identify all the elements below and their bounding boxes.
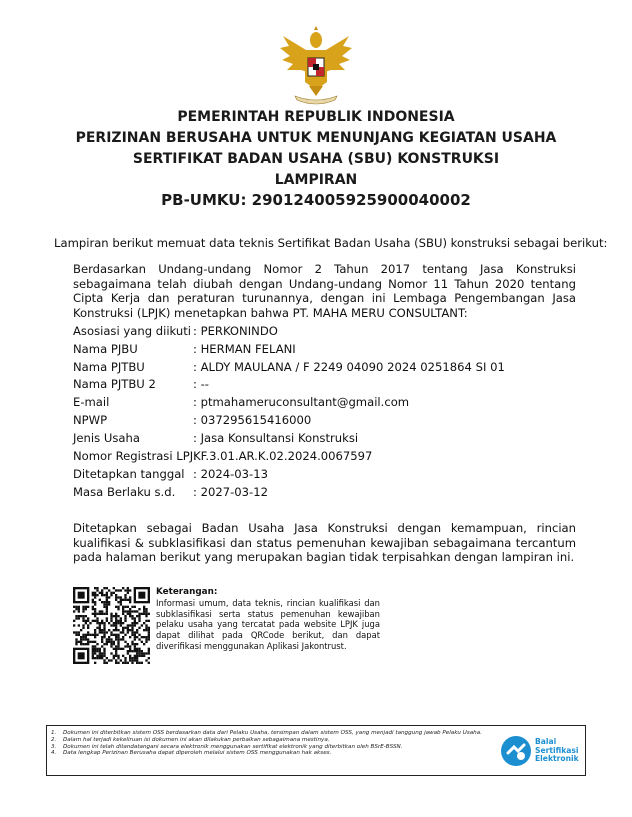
legal-basis-paragraph: Berdasarkan Undang-undang Nomor 2 Tahun 2017 tentang Jasa Konstruksi sebagaimana telah diubah dengan Undang-undang Nomor 11 Tahun 2020 tentang Cipta Kerja dan peraturan turunannya, dengan ini Lembaga Pengembangan Jasa Konstruksi (LPJK) menetapkan bahwa PT. MAHA MERU CONSULTANT: <box>73 262 576 320</box>
footer-note-text: Dokumen ini telah ditandatangani secara elektronik menggunakan sertifikat elektronik yang diterbitkan oleh BSrE-BSSN. <box>63 743 403 750</box>
bsre-line-2: Sertifikasi <box>535 745 579 755</box>
field-row <box>73 429 505 447</box>
footer-note-number: 4. <box>51 750 57 757</box>
footer-note-number: 1. <box>51 730 57 736</box>
footer-note-number: 2. <box>51 736 57 743</box>
header-line-1: PEMERINTAH REPUBLIK INDONESIA <box>177 109 455 125</box>
field-label: Ditetapkan tanggal <box>73 466 185 481</box>
field-value: : 2027-03-12 <box>193 484 268 499</box>
bsre-line-1: Balai <box>535 737 557 746</box>
field-label: NPWP <box>73 413 108 428</box>
footer-note-text: Dalam hal terjadi kekeliruan isi dokumen ini akan dilakukan perbaikan sebagaimana mestinya. <box>63 736 330 743</box>
field-value: : PERKONINDO <box>193 323 278 338</box>
field-value: : ptmahameruconsultant@gmail.com <box>193 395 410 410</box>
footer-note-number: 3. <box>51 743 57 750</box>
footer-note <box>51 744 491 751</box>
footer-note <box>51 750 491 757</box>
note-body: Informasi umum, data teknis, rincian kualifikasi dan subklasifikasi serta status pemenuhan kewajiban pelaku usaha yang tercatat pada website LPJK juga dapat dilihat pada QRCode berikut, dan dapat diverifikasi menggunakan Aplikasi Jakontrust. <box>156 597 380 651</box>
field-row <box>73 340 505 358</box>
bsre-logo <box>500 734 584 770</box>
field-value: : F.3.01.AR.K.02.2024.0067597 <box>193 448 373 463</box>
field-label: Jenis Usaha <box>73 430 140 445</box>
field-label: Nomor Registrasi LPJK <box>73 448 201 463</box>
intro-text: Lampiran berikut memuat data teknis Sertifikat Badan Usaha (SBU) konstruksi sebagai berikut: <box>54 236 608 250</box>
field-label: E-mail <box>73 395 110 410</box>
footer-note-text: Data lengkap Perizinan Berusaha dapat diperoleh melalui sistem OSS menggunakan hak akses. <box>63 750 332 757</box>
field-row <box>73 465 505 483</box>
field-label: Asosiasi yang diikuti <box>73 323 192 338</box>
field-row <box>73 322 505 340</box>
bsre-icon <box>500 735 532 767</box>
bsre-text <box>535 738 579 764</box>
footer-note <box>51 730 491 737</box>
footer-note-text: Dokumen ini diterbitkan sistem OSS berdasarkan data dari Pelaku Usaha, tersimpan dalam sistem OSS, yang menjadi tanggung jawab Pelaku Usaha. <box>63 730 482 736</box>
header-line-4: LAMPIRAN <box>274 172 358 188</box>
field-row <box>73 358 505 376</box>
qr-code-icon[interactable] <box>73 587 150 664</box>
field-label: Nama PJTBU 2 <box>73 377 156 392</box>
field-label: Nama PJTBU <box>73 359 145 374</box>
field-row <box>73 411 505 429</box>
field-value: : -- <box>193 377 209 392</box>
header-line-2: PERIZINAN BERUSAHA UNTUK MENUNJANG KEGIATAN USAHA <box>75 130 557 146</box>
field-value: : HERMAN FELANI <box>193 341 296 356</box>
field-row <box>73 447 505 465</box>
field-value: : ALDY MAULANA / F 2249 04090 2024 0251864 SI 01 <box>193 359 505 374</box>
field-label: Nama PJBU <box>73 341 138 356</box>
footer-box <box>46 725 586 776</box>
determination-paragraph: Ditetapkan sebagai Badan Usaha Jasa Konstruksi dengan kemampuan, rincian kualifikasi & subklasifikasi dan status pemenuhan kewajiban sebagaimana tercantum pada halaman berikut yang merupakan bagian tidak terpisahkan dengan lampiran ini. <box>73 521 576 564</box>
company-fields <box>73 322 505 500</box>
note-title: Keterangan: <box>156 587 218 597</box>
field-value: : 037295615416000 <box>193 413 312 428</box>
field-row <box>73 483 505 501</box>
field-value: : Jasa Konsultansi Konstruksi <box>193 430 359 445</box>
field-value: : 2024-03-13 <box>193 466 268 481</box>
footer-note <box>51 737 491 744</box>
footer-notes <box>51 730 491 757</box>
field-label: Masa Berlaku s.d. <box>73 484 176 499</box>
garuda-emblem-icon <box>277 26 355 106</box>
bsre-line-3: Elektronik <box>535 754 579 764</box>
note-block <box>156 587 380 652</box>
pb-umku-number: PB-UMKU: 290124005925900040002 <box>161 191 471 209</box>
field-row <box>73 393 505 411</box>
field-row <box>73 376 505 394</box>
header-line-3: SERTIFIKAT BADAN USAHA (SBU) KONSTRUKSI <box>132 151 500 167</box>
